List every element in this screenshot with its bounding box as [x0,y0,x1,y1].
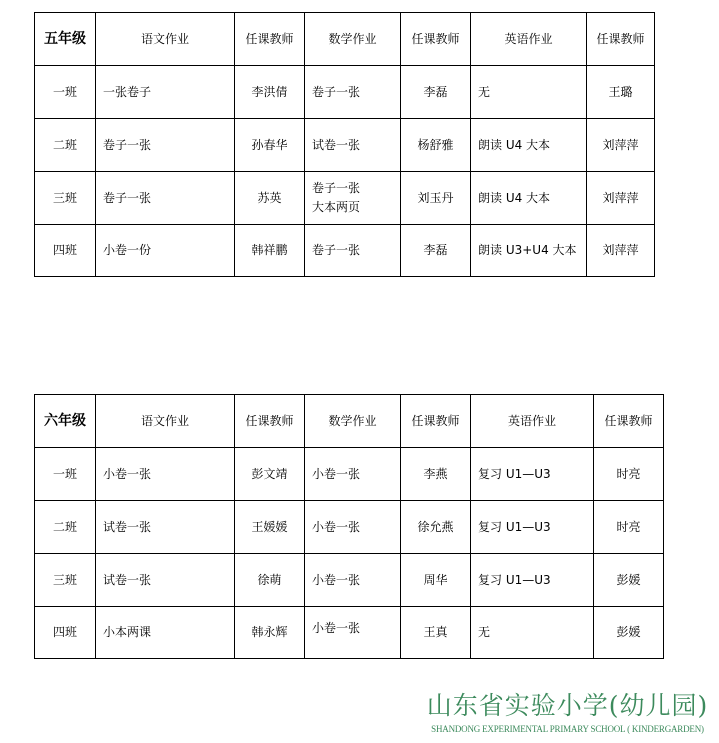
math-homework-cell: 卷子一张 [305,66,401,119]
english-teacher-cell: 彭媛 [594,554,664,607]
table-row [35,66,655,119]
chinese-teacher-cell: 苏英 [235,172,305,225]
grade-header: 五年级 [35,13,96,66]
school-logo [420,690,715,740]
table-row [35,225,655,277]
math-teacher-cell: 周华 [401,554,471,607]
chinese-teacher-cell: 李洪倩 [235,66,305,119]
column-header-chinese-homework: 语文作业 [96,13,235,66]
column-header-chinese-homework: 语文作业 [96,395,235,448]
math-homework-cell: 卷子一张 大本两页 [305,172,401,225]
table-row [35,607,664,659]
grade-header: 六年级 [35,395,96,448]
class-cell: 一班 [35,66,96,119]
column-header-math-teacher: 任课教师 [401,395,471,448]
column-header-english-teacher: 任课教师 [587,13,655,66]
school-name-english: SHANDONG EXPERIMENTAL PRIMARY SCHOOL ( KINDERGARDEN) [431,724,704,734]
english-teacher-cell: 时亮 [594,501,664,554]
table-header-row [35,13,655,66]
chinese-teacher-cell: 徐萌 [235,554,305,607]
column-header-english-homework: 英语作业 [471,395,594,448]
english-teacher-cell: 王璐 [587,66,655,119]
math-homework-cell: 试卷一张 [305,119,401,172]
chinese-homework-cell: 卷子一张 [96,119,235,172]
math-homework-cell: 小卷一张 [305,554,401,607]
chinese-homework-cell: 试卷一张 [96,554,235,607]
english-teacher-cell: 刘萍萍 [587,172,655,225]
chinese-homework-cell: 小卷一份 [96,225,235,277]
math-teacher-cell: 李磊 [401,66,471,119]
english-homework-cell: 朗读 U4 大本 [471,172,587,225]
table-row [35,172,655,225]
class-cell: 二班 [35,501,96,554]
math-homework-cell: 小卷一张 [305,607,401,659]
chinese-teacher-cell: 彭文靖 [235,448,305,501]
table-header-row [35,395,664,448]
english-homework-cell: 复习 U1—U3 [471,448,594,501]
class-cell: 三班 [35,554,96,607]
chinese-teacher-cell: 韩永辉 [235,607,305,659]
math-homework-cell: 卷子一张 [305,225,401,277]
chinese-homework-cell: 试卷一张 [96,501,235,554]
table-row [35,554,664,607]
chinese-homework-cell: 小卷一张 [96,448,235,501]
english-homework-cell: 复习 U1—U3 [471,501,594,554]
math-teacher-cell: 杨舒雅 [401,119,471,172]
english-teacher-cell: 时亮 [594,448,664,501]
column-header-chinese-teacher: 任课教师 [235,13,305,66]
math-teacher-cell: 徐允燕 [401,501,471,554]
class-cell: 三班 [35,172,96,225]
table-row [35,448,664,501]
chinese-homework-cell: 小本两课 [96,607,235,659]
chinese-homework-cell: 一张卷子 [96,66,235,119]
table-row [35,119,655,172]
class-cell: 一班 [35,448,96,501]
english-teacher-cell: 刘萍萍 [587,225,655,277]
english-homework-cell: 朗读 U3+U4 大本 [471,225,587,277]
school-name-chinese: 山东省实验小学(幼儿园) [426,691,709,720]
chinese-teacher-cell: 王媛媛 [235,501,305,554]
column-header-math-homework: 数学作业 [305,395,401,448]
class-cell: 四班 [35,607,96,659]
english-homework-cell: 无 [471,607,594,659]
chinese-teacher-cell: 韩祥鹏 [235,225,305,277]
class-cell: 四班 [35,225,96,277]
english-teacher-cell: 彭媛 [594,607,664,659]
column-header-english-homework: 英语作业 [471,13,587,66]
class-cell: 二班 [35,119,96,172]
chinese-teacher-cell: 孙春华 [235,119,305,172]
table-row [35,501,664,554]
english-homework-cell: 复习 U1—U3 [471,554,594,607]
english-homework-cell: 无 [471,66,587,119]
chinese-homework-cell: 卷子一张 [96,172,235,225]
grade5-homework-table [34,12,655,277]
math-teacher-cell: 李磊 [401,225,471,277]
math-teacher-cell: 王真 [401,607,471,659]
english-homework-cell: 朗读 U4 大本 [471,119,587,172]
english-teacher-cell: 刘萍萍 [587,119,655,172]
math-teacher-cell: 刘玉丹 [401,172,471,225]
grade6-homework-table [34,394,664,659]
column-header-english-teacher: 任课教师 [594,395,664,448]
math-homework-cell: 小卷一张 [305,501,401,554]
math-homework-cell: 小卷一张 [305,448,401,501]
column-header-math-teacher: 任课教师 [401,13,471,66]
column-header-math-homework: 数学作业 [305,13,401,66]
math-teacher-cell: 李燕 [401,448,471,501]
column-header-chinese-teacher: 任课教师 [235,395,305,448]
